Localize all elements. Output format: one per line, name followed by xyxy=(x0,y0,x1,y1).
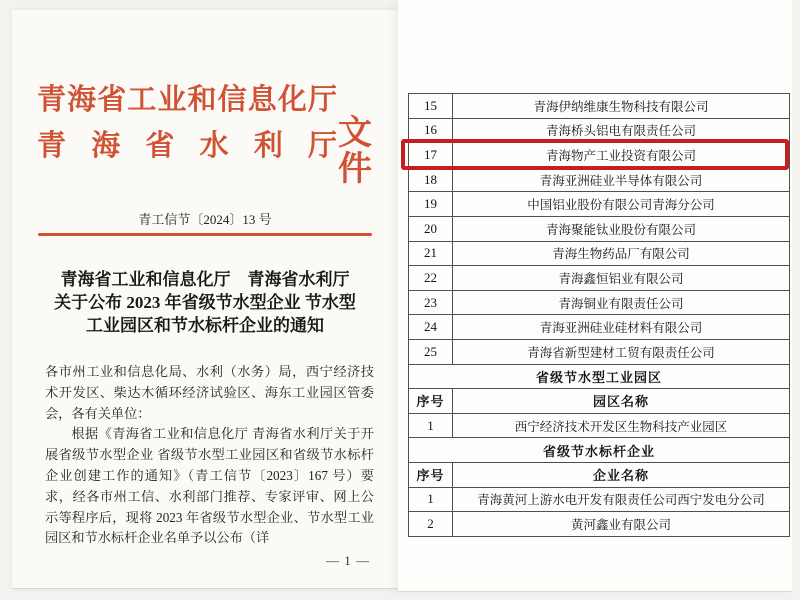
table-row xyxy=(409,290,790,315)
notice-title-line2: 关于公布 2023 年省级节水型企业 节水型 xyxy=(54,293,356,312)
row-number-cell: 1 xyxy=(409,413,453,438)
company-name-cell: 中国铝业股份有限公司青海分公司 xyxy=(453,192,790,217)
doc-number: 青工信节〔2024〕13 号 xyxy=(138,212,272,227)
table-row xyxy=(409,216,790,241)
section-title-benchmark: 省级节水标杆企业 xyxy=(409,438,790,463)
table-row-highlighted xyxy=(409,143,790,168)
body-paragraph-1: 各市州工业和信息化局、水利（水务）局，西宁经济技术开发区、柴达木循环经济试验区、海东工业园区管委会，各有关单位： xyxy=(45,364,374,421)
doc-type-label: 文件 xyxy=(338,115,372,188)
row-number-cell: 1 xyxy=(409,487,453,512)
notice-title-line3: 工业园区和节水标杆企业的通知 xyxy=(86,316,324,335)
company-name-cell: 青海铜业有限责任公司 xyxy=(453,290,790,315)
row-number-cell: 21 xyxy=(409,241,453,266)
company-name-cell: 青海物产工业投资有限公司 xyxy=(453,143,790,168)
row-number-cell: 18 xyxy=(409,167,453,192)
row-number-cell: 20 xyxy=(409,216,453,241)
column-header-row xyxy=(409,462,790,487)
row-number-cell: 17 xyxy=(409,143,453,168)
table-row xyxy=(409,167,790,192)
company-name-cell: 青海鑫恒铝业有限公司 xyxy=(453,266,790,291)
table-row xyxy=(409,413,790,438)
notice-title-line1: 青海省工业和信息化厅 青海省水利厅 xyxy=(60,270,350,289)
row-number-cell: 15 xyxy=(409,94,453,119)
company-name-cell: 青海聚能钛业股份有限公司 xyxy=(453,216,790,241)
red-divider-line xyxy=(38,233,372,236)
table-row xyxy=(409,512,790,537)
left-page xyxy=(12,10,398,589)
company-name-cell: 青海桥头铝电有限责任公司 xyxy=(453,118,790,143)
company-name-cell: 青海亚洲硅业半导体有限公司 xyxy=(453,167,790,192)
company-name-cell: 黄河鑫业有限公司 xyxy=(453,512,790,537)
row-number-cell: 16 xyxy=(409,118,453,143)
section-title-row xyxy=(409,438,790,463)
agency-name-line1: 青海省工业和信息化厅 xyxy=(37,84,337,116)
column-header-company-name: 企业名称 xyxy=(453,462,790,487)
agency-name-line2: 青海省水利厅 xyxy=(37,130,337,162)
table-row xyxy=(409,266,790,291)
row-number-cell: 22 xyxy=(409,266,453,291)
body-paragraph-2: 根据《青海省工业和信息化厅 青海省水利厅关于开展省级节水型企业 省级节水型工业园区和省级节水标杆企业创建工作的通知》（青工信节〔2023〕167 号）要求，经各市州工信、水利部门推荐、专家评审、网上公示等程序后，现将 2023 年省级节水型企业、节水型工业园区和节水标杆企业名单予以公布（详 xyxy=(45,426,374,546)
company-name-cell: 青海省新型建材工贸有限责任公司 xyxy=(453,339,790,364)
table-row xyxy=(409,94,790,119)
table-row xyxy=(409,241,790,266)
right-page xyxy=(398,0,792,592)
park-name-cell: 西宁经济技术开发区生物科技产业园区 xyxy=(453,413,790,438)
company-name-cell: 青海黄河上游水电开发有限责任公司西宁发电分公司 xyxy=(453,487,790,512)
company-name-cell: 青海伊纳维康生物科技有限公司 xyxy=(453,94,790,119)
column-header-row xyxy=(409,389,790,414)
row-number-cell: 25 xyxy=(409,339,453,364)
section-title-parks: 省级节水型工业园区 xyxy=(409,364,790,389)
table-row xyxy=(409,118,790,143)
row-number-cell: 24 xyxy=(409,315,453,340)
company-name-cell: 青海生物药品厂有限公司 xyxy=(453,241,790,266)
column-header-number: 序号 xyxy=(409,462,453,487)
notice-body xyxy=(45,362,374,549)
row-number-cell: 2 xyxy=(409,512,453,537)
table-row xyxy=(409,487,790,512)
table-row xyxy=(409,192,790,217)
enterprise-table xyxy=(408,93,790,537)
column-header-number: 序号 xyxy=(409,389,453,414)
table-row xyxy=(409,315,790,340)
row-number-cell: 19 xyxy=(409,192,453,217)
row-number-cell: 23 xyxy=(409,290,453,315)
table-row xyxy=(409,339,790,364)
notice-title xyxy=(40,268,370,337)
section-title-row xyxy=(409,364,790,389)
page-number: — 1 — xyxy=(326,553,370,568)
column-header-park-name: 园区名称 xyxy=(453,389,790,414)
company-name-cell: 青海亚洲硅业硅材料有限公司 xyxy=(453,315,790,340)
